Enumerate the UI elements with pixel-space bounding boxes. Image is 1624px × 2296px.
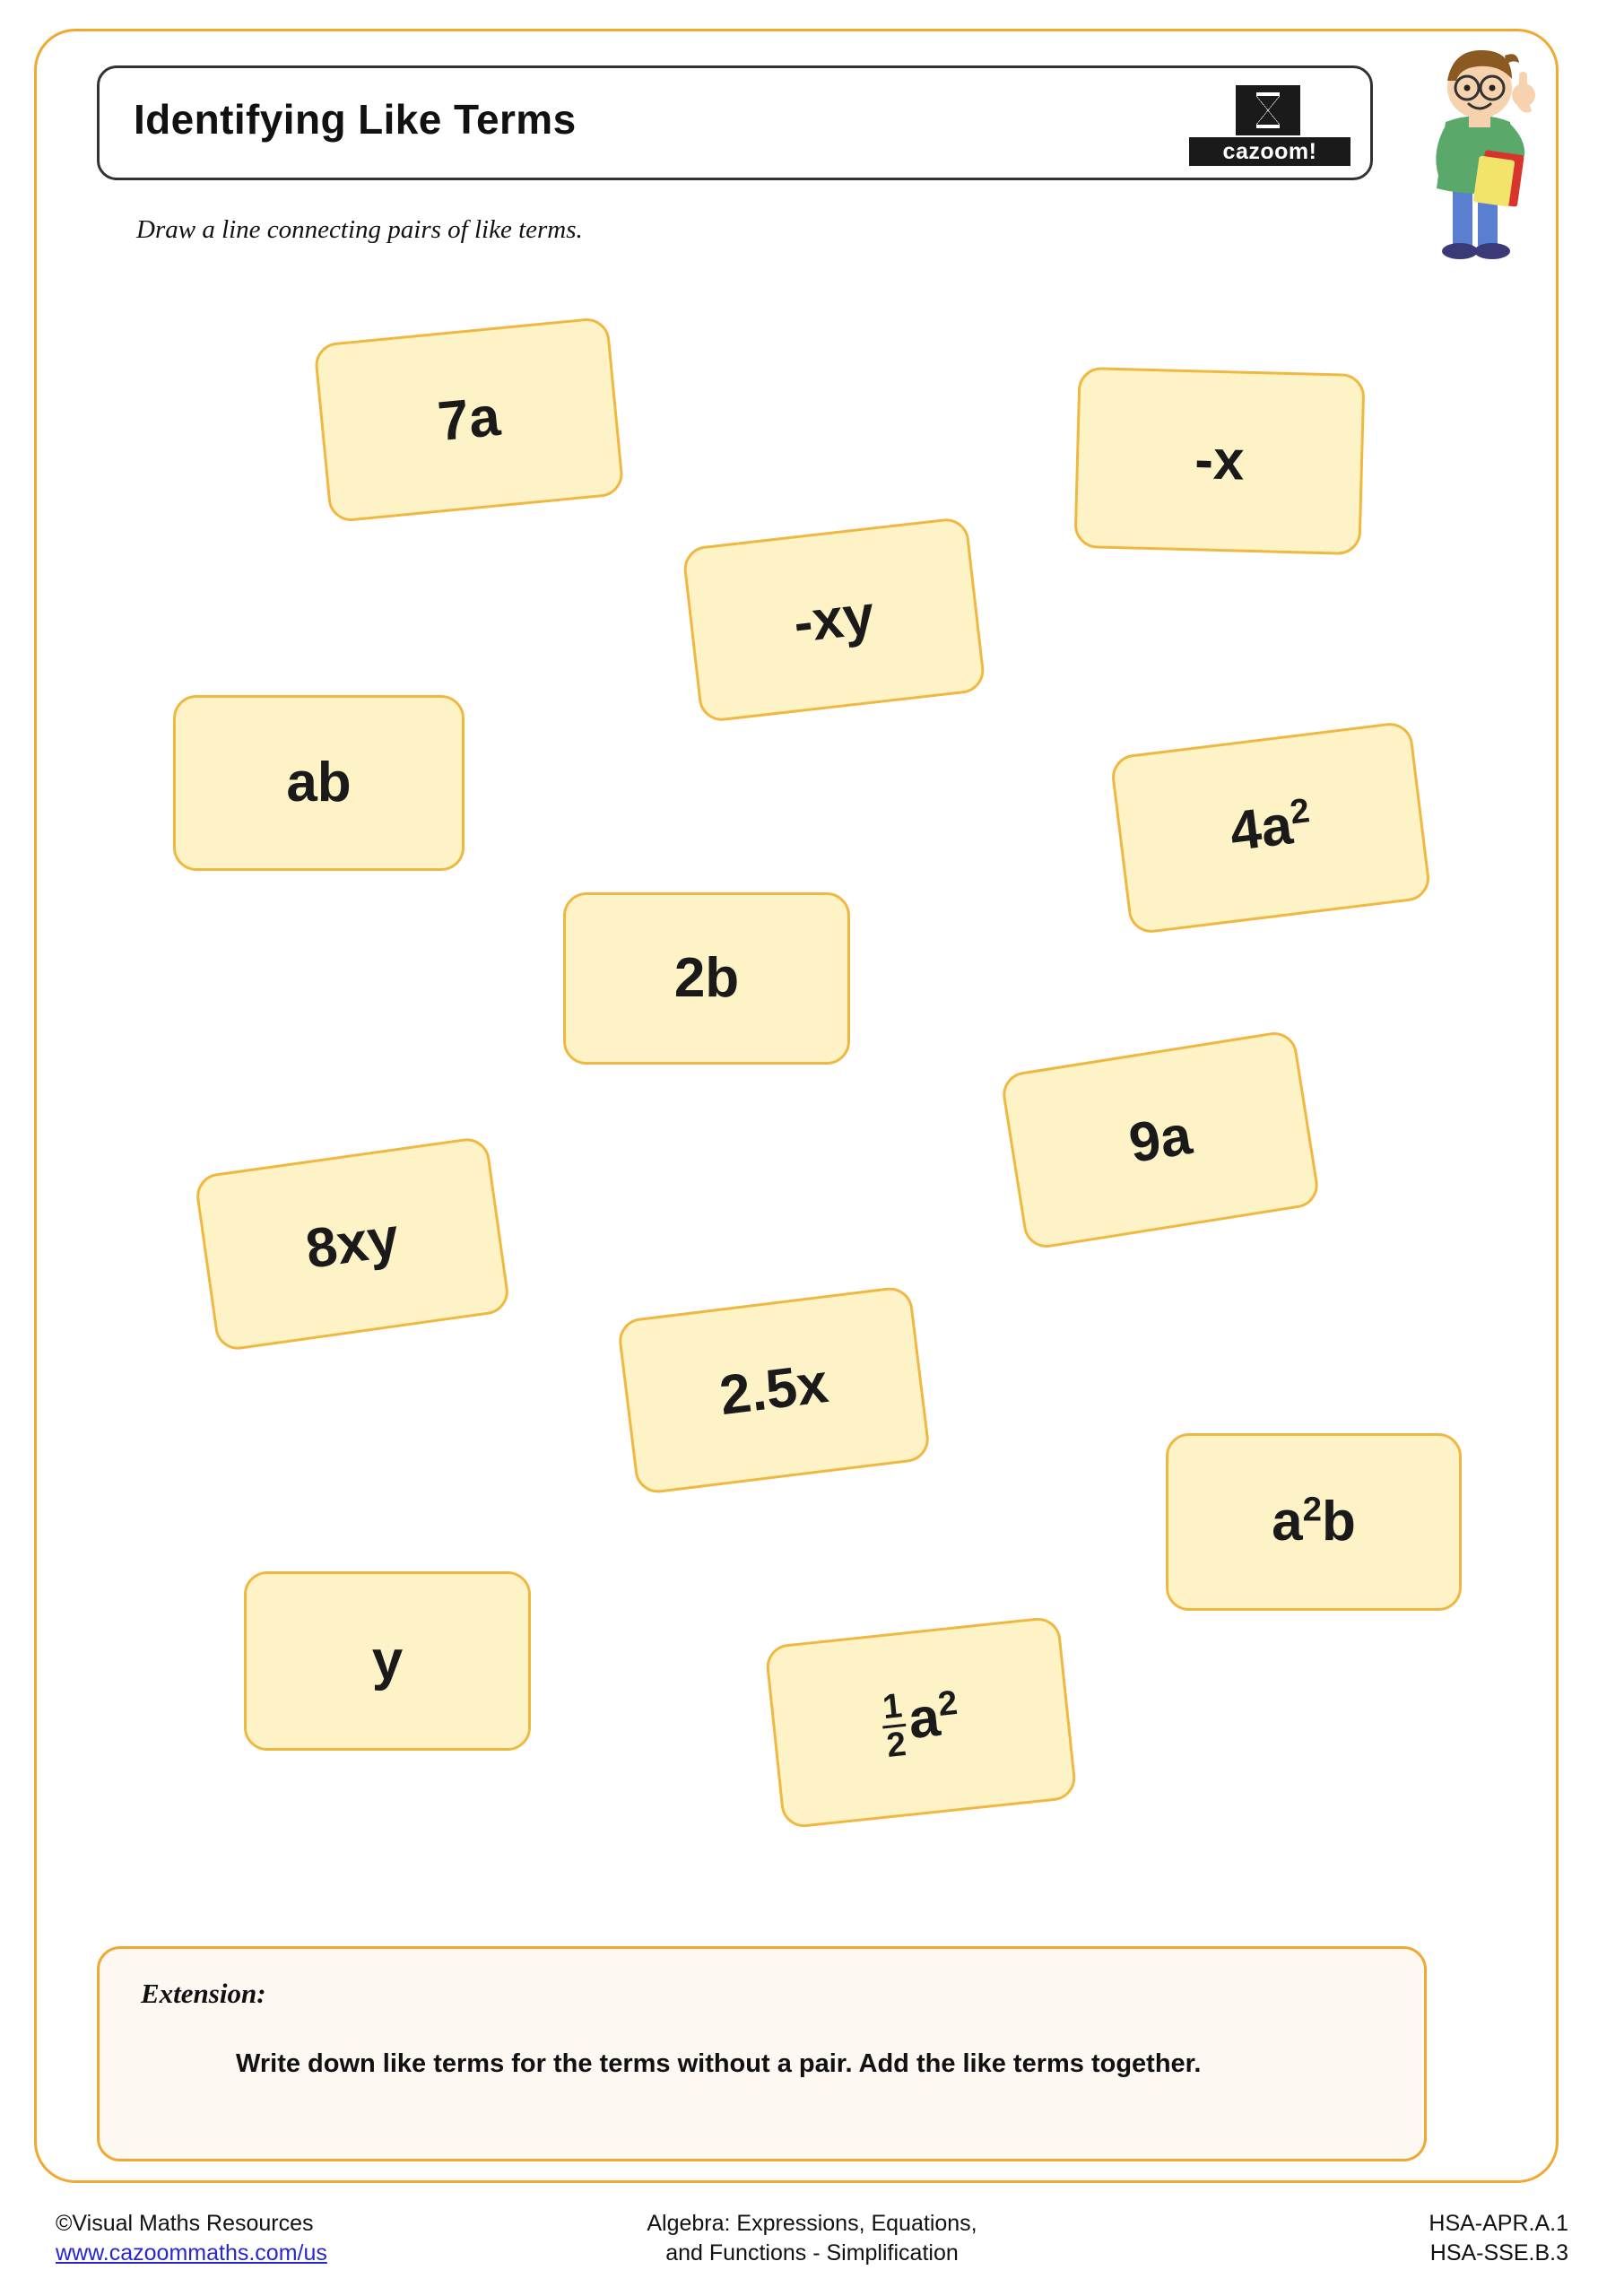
term-label: -x — [1194, 429, 1246, 492]
term-label: 2b — [673, 947, 740, 1009]
term-label: -xy — [790, 584, 878, 655]
hourglass-icon — [1236, 85, 1300, 135]
term-label: 9a — [1125, 1104, 1196, 1175]
logo-wordmark: cazoom! — [1189, 137, 1350, 166]
term-card[interactable] — [244, 1571, 531, 1751]
mascot-illustration — [1399, 36, 1560, 269]
extension-box — [97, 1946, 1427, 2161]
term-label: y — [371, 1630, 404, 1692]
cazoom-logo — [1189, 83, 1350, 168]
term-label: $4a^2$ — [1226, 791, 1312, 864]
term-label: 7a — [435, 385, 503, 454]
term-card[interactable] — [173, 695, 465, 871]
extension-label: Extension: — [141, 1978, 266, 2009]
term-label: $\frac{1}{2}$ $a^2$ — [881, 1683, 960, 1765]
term-card[interactable] — [313, 317, 625, 524]
term-label: $a^2b$ — [1272, 1490, 1356, 1552]
term-card[interactable] — [1166, 1433, 1462, 1611]
copyright-text: ©Visual Maths Resources — [56, 2211, 314, 2236]
term-card[interactable] — [682, 517, 986, 724]
term-label: 8xy — [301, 1206, 403, 1281]
topic-line-1: Algebra: Expressions, Equations, — [647, 2211, 977, 2236]
term-card[interactable] — [616, 1285, 931, 1496]
website-link[interactable]: www.cazoommaths.com/us — [56, 2240, 327, 2266]
footer — [0, 2209, 1624, 2290]
standard-code-1: HSA-APR.A.1 — [1429, 2211, 1568, 2236]
term-card[interactable] — [563, 892, 850, 1065]
term-card[interactable] — [764, 1615, 1078, 1829]
standard-code-2: HSA-SSE.B.3 — [1429, 2240, 1568, 2266]
footer-right — [1429, 2209, 1568, 2268]
term-label: ab — [286, 752, 352, 813]
worksheet-page-border — [34, 29, 1559, 2183]
term-card[interactable] — [1073, 367, 1365, 555]
topic-line-2: and Functions - Simplification — [665, 2240, 959, 2266]
instruction-text: Draw a line connecting pairs of like terms. — [136, 215, 583, 244]
title-bar — [97, 65, 1373, 180]
term-label: 2.5x — [716, 1352, 832, 1428]
term-card[interactable] — [1109, 720, 1432, 935]
page-title: Identifying Like Terms — [134, 96, 577, 143]
extension-text: Write down like terms for the terms without a pair. Add the like terms together. — [236, 2049, 1202, 2078]
footer-center — [0, 2209, 1624, 2268]
